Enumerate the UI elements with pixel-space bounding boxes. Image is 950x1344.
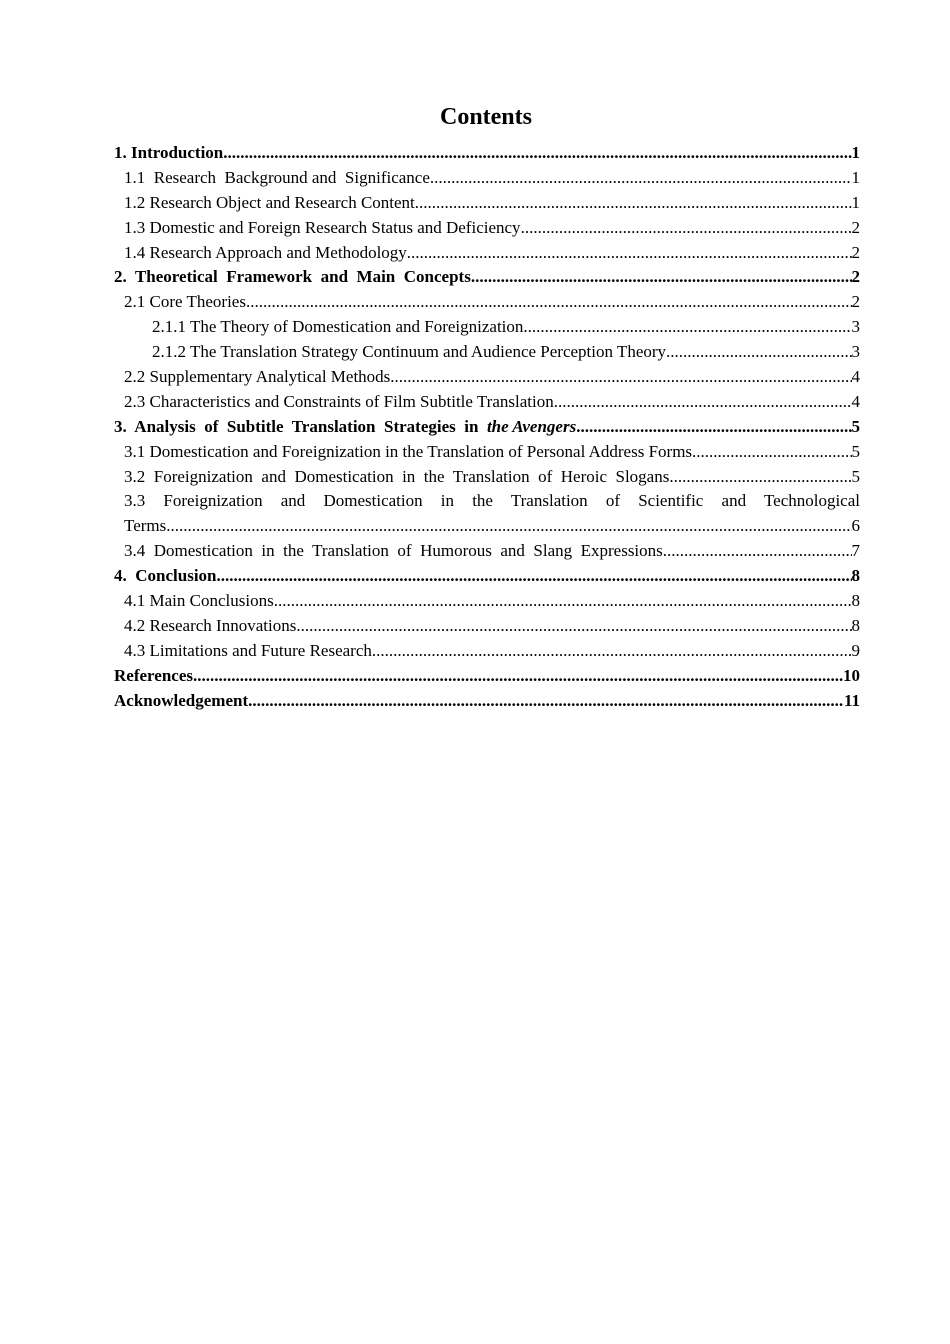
toc-entry-label-text: 3. Analysis of Subtitle Translation Strategies in [114, 416, 487, 436]
toc-entry-label: 4.2 Research Innovations [124, 615, 297, 635]
toc-entry-1-2[interactable] [114, 191, 860, 216]
dot-leader [523, 315, 851, 340]
toc-entry-label: 4.3 Limitations and Future Research [124, 640, 372, 660]
toc-entry-3-2[interactable] [114, 465, 860, 490]
dot-leader [666, 340, 851, 365]
toc-page-number: 5 [851, 466, 860, 486]
dot-leader [193, 664, 843, 689]
toc-entry-label: 2. Theoretical Framework and Main Concepts [114, 267, 471, 287]
toc-entry-label: 1.4 Research Approach and Methodology [124, 242, 407, 262]
toc-entry-4-3[interactable] [114, 639, 860, 664]
toc-page-number: 2 [851, 242, 860, 262]
toc-page-number: 5 [851, 441, 860, 461]
toc-entry-2-1-1[interactable] [114, 315, 860, 340]
dot-leader [274, 589, 852, 614]
toc-page-number: 8 [851, 566, 860, 586]
toc-entry-label: 2.2 Supplementary Analytical Methods [124, 367, 391, 387]
toc-page-number: 2 [851, 217, 860, 237]
toc-entry-label: 2.1 Core Theories [124, 292, 246, 312]
toc-page-number: 10 [843, 665, 860, 685]
toc-entry-label: 4.1 Main Conclusions [124, 591, 274, 611]
toc-entry-label: 1.3 Domestic and Foreign Research Status and Deficiency [124, 217, 521, 237]
toc-page-number: 1 [851, 167, 860, 187]
dot-leader [554, 390, 852, 415]
toc-entry-label [114, 415, 576, 440]
toc-entry-4-1[interactable] [114, 589, 860, 614]
toc-entry-label: Acknowledgement [114, 690, 249, 710]
toc-entry-3-4[interactable] [114, 539, 860, 564]
toc-entry-2-2[interactable] [114, 365, 860, 390]
table-of-contents [114, 141, 860, 713]
toc-entry-label: 2.3 Characteristics and Constraints of Film Subtitle Translation [124, 391, 554, 411]
dot-leader [248, 689, 844, 714]
page-title: Contents [439, 104, 532, 130]
toc-entry-label: 1.1 Research Background and Significance [124, 167, 430, 187]
toc-entry-theoretical-framework[interactable] [114, 265, 860, 290]
dot-leader [576, 415, 851, 440]
toc-entry-1-1[interactable] [114, 166, 860, 191]
toc-entry-4-2[interactable] [114, 614, 860, 639]
dot-leader [246, 290, 852, 315]
toc-entry-analysis[interactable] [114, 415, 860, 440]
toc-entry-label: 1.2 Research Object and Research Content [124, 192, 415, 212]
toc-page-number: 4 [851, 391, 860, 411]
toc-entry-label: 2.1.1 The Theory of Domestication and Foreignization [152, 317, 524, 337]
toc-entry-acknowledgement[interactable] [114, 689, 860, 714]
toc-page-number: 5 [851, 416, 860, 436]
toc-page-number: 7 [851, 541, 860, 561]
toc-page-number: 1 [851, 192, 860, 212]
dot-leader [415, 191, 852, 216]
toc-entry-label: 4. Conclusion [114, 566, 217, 586]
toc-entry-label: 3.4 Domestication in the Translation of Humorous and Slang Expressions [124, 541, 663, 561]
toc-entry-2-3[interactable] [114, 390, 860, 415]
toc-entry-label-italic: the Avengers [486, 416, 577, 436]
toc-entry-references[interactable] [114, 664, 860, 689]
toc-entry-3-3[interactable] [114, 489, 860, 514]
dot-leader [430, 166, 852, 191]
toc-page-number: 9 [851, 640, 860, 660]
toc-entry-3-3-continuation[interactable] [114, 514, 860, 539]
toc-entry-label: References [114, 665, 193, 685]
dot-leader [692, 440, 851, 465]
toc-entry-2-1-2[interactable] [114, 340, 860, 365]
toc-page-number: 3 [851, 317, 860, 337]
toc-entry-label: 1. Introduction [114, 143, 224, 162]
toc-page-number: 8 [851, 615, 860, 635]
dot-leader [663, 539, 852, 564]
toc-page-number: 4 [851, 367, 860, 387]
toc-entry-introduction[interactable] [114, 141, 860, 166]
dot-leader [372, 639, 852, 664]
dot-leader [407, 241, 852, 266]
toc-page-number: 8 [851, 591, 860, 611]
dot-leader [223, 141, 851, 166]
toc-entry-label: Terms [124, 516, 167, 536]
dot-leader [217, 564, 852, 589]
toc-entry-label: 3.1 Domestication and Foreignization in the Translation of Personal Address Forms [124, 441, 693, 461]
toc-entry-conclusion[interactable] [114, 564, 860, 589]
toc-page-number: 3 [851, 342, 860, 362]
toc-page-number: 11 [843, 690, 860, 710]
toc-entry-label: 2.1.2 The Translation Strategy Continuum and Audience Perception Theory [152, 342, 667, 362]
dot-leader [521, 216, 852, 241]
dot-leader [669, 465, 851, 490]
dot-leader [296, 614, 851, 639]
toc-entry-1-3[interactable] [114, 216, 860, 241]
dot-leader [166, 514, 851, 539]
toc-entry-1-4[interactable] [114, 241, 860, 266]
dot-leader [471, 265, 852, 290]
dot-leader [390, 365, 851, 390]
toc-page-number: 2 [851, 292, 860, 312]
toc-page-number: 2 [851, 267, 860, 287]
toc-entry-label: 3.2 Foreignization and Domestication in the Translation of Heroic Slogans [124, 466, 670, 486]
toc-entry-3-1[interactable] [114, 440, 860, 465]
toc-entry-2-1[interactable] [114, 290, 860, 315]
toc-page-number: 6 [851, 516, 860, 536]
toc-page-number: 1 [851, 143, 860, 162]
toc-entry-label: 3.3 Foreignization and Domestication in the Translation of Scientific and Technological [124, 491, 860, 511]
